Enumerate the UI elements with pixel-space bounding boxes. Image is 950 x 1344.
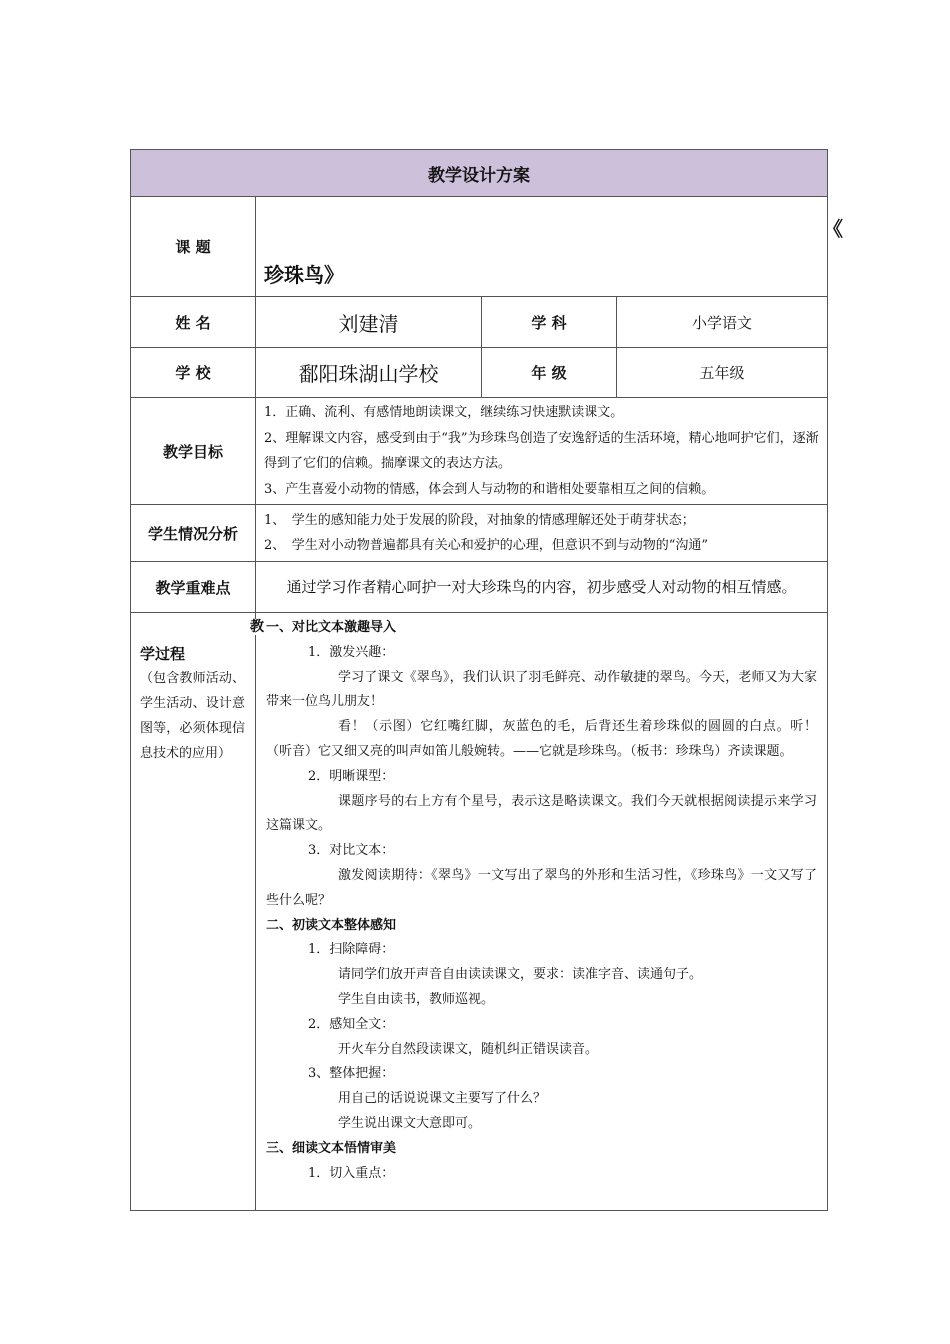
paragraph: 看！（示图）它红嘴红脚，灰蓝色的毛，后背还生着珍珠似的圆圆的白点。听！（听音）它又细又亮的叫声如笛儿般婉转。——它就是珍珠鸟。（板书：珍珠鸟）齐读课题。 — [266, 719, 817, 759]
item-title: 3、整体把握： — [308, 1066, 395, 1082]
topic-value: 珍珠鸟》 — [264, 263, 344, 287]
process-note: （包含教师活动、学生活动、设计意图等，必须体现信息技术的应用） — [140, 671, 245, 761]
paragraph: 开火车分自然段读课文，随机纠正错误读音。 — [338, 1041, 599, 1057]
lesson-plan-sheet — [130, 149, 843, 1211]
section-heading: 三、细读文本悟情审美 — [266, 1140, 397, 1156]
paragraph: 用自己的话说说课文主要写了什么？ — [338, 1091, 547, 1107]
process-label-cell — [131, 613, 264, 1211]
paragraph: 请同学们放开声音自由读读课文，要求：读准字音、读通句子。 — [338, 967, 703, 983]
objective-line: 3、产生喜爱小动物的情感，体会到人与动物的和谐相处要靠相互之间的信赖。 — [264, 481, 715, 497]
paragraph: 学习了课文《翠鸟》，我们认识了羽毛鲜亮、动作敏捷的翠鸟。今天，老师又为大家带来一位鸟儿朋友！ — [266, 669, 817, 710]
paragraph: 课题序号的右上方有个星号，表示这是略读课文。我们今天就根据阅读提示来学习这篇课文。 — [266, 793, 817, 834]
topic-value-cell — [256, 197, 843, 297]
subject-label: 学 科 — [482, 297, 617, 348]
analysis-line: 1、 学生的感知能力处于发展的阶段，对抽象的情感理解还处于萌芽状态； — [264, 513, 695, 528]
key-difficulty-row — [131, 562, 828, 613]
item-title: 1．扫除障碍： — [308, 942, 395, 958]
grade-label: 年 级 — [482, 348, 617, 398]
objectives-content — [256, 398, 828, 505]
section-heading: 二、初读文本整体感知 — [266, 917, 397, 933]
topic-label: 课 题 — [131, 197, 256, 297]
school-label: 学 校 — [131, 348, 256, 398]
lesson-plan-table — [130, 149, 843, 1211]
section-heading: 一、对比文本激趣导入 — [266, 620, 397, 635]
process-label-char: 教 — [250, 619, 264, 635]
process-content — [256, 613, 828, 1211]
analysis-line: 2、 学生对小动物普遍都具有关心和爱护的心理，但意识不到与动物的“沟通” — [264, 538, 709, 553]
name-value: 刘建清 — [256, 297, 482, 348]
title-row — [131, 150, 828, 197]
page-title: 教学设计方案 — [131, 150, 828, 197]
school-row — [131, 348, 828, 398]
key-difficulty-text: 通过学习作者精心呵护一对大珍珠鸟的内容，初步感受人对动物的相互情感。 — [256, 562, 828, 613]
item-title: 1．激发兴趣： — [308, 644, 395, 660]
objectives-label: 教学目标 — [131, 398, 256, 505]
paragraph: 学生说出课文大意即可。 — [338, 1115, 482, 1131]
process-label: 学过程 — [140, 645, 186, 663]
objective-line: 2、理解课文内容，感受到由于“我”为珍珠鸟创造了安逸舒适的生活环境，精心地呵护它们，逐渐得到了它们的信赖。揣摩课文的表达方法。 — [264, 430, 819, 471]
item-title: 2．明晰课型： — [308, 768, 395, 784]
student-analysis-label: 学生情况分析 — [131, 505, 256, 562]
process-row — [131, 613, 828, 1211]
objectives-row — [131, 398, 828, 505]
student-analysis-content — [256, 505, 828, 562]
topic-row — [131, 197, 828, 297]
topic-open-bracket: 《 — [823, 217, 843, 241]
name-row — [131, 297, 828, 348]
item-title: 1．切入重点： — [308, 1165, 395, 1181]
item-title: 2．感知全文： — [308, 1016, 395, 1032]
paragraph: 激发阅读期待：《翠鸟》一文写出了翠鸟的外形和生活习性，《珍珠鸟》一文又写了些什么呢？ — [266, 867, 817, 908]
student-analysis-row — [131, 505, 828, 562]
name-label: 姓 名 — [131, 297, 256, 348]
grade-value: 五年级 — [617, 348, 828, 398]
item-title: 3．对比文本： — [308, 843, 395, 859]
objective-line: 1．正确、流利、有感情地朗读课文，继续练习快速默读课文。 — [264, 405, 624, 420]
school-value: 鄱阳珠湖山学校 — [256, 348, 482, 398]
subject-value: 小学语文 — [617, 297, 828, 348]
key-difficulty-label: 教学重难点 — [131, 562, 256, 613]
paragraph: 学生自由读书，教师巡视。 — [338, 991, 495, 1007]
